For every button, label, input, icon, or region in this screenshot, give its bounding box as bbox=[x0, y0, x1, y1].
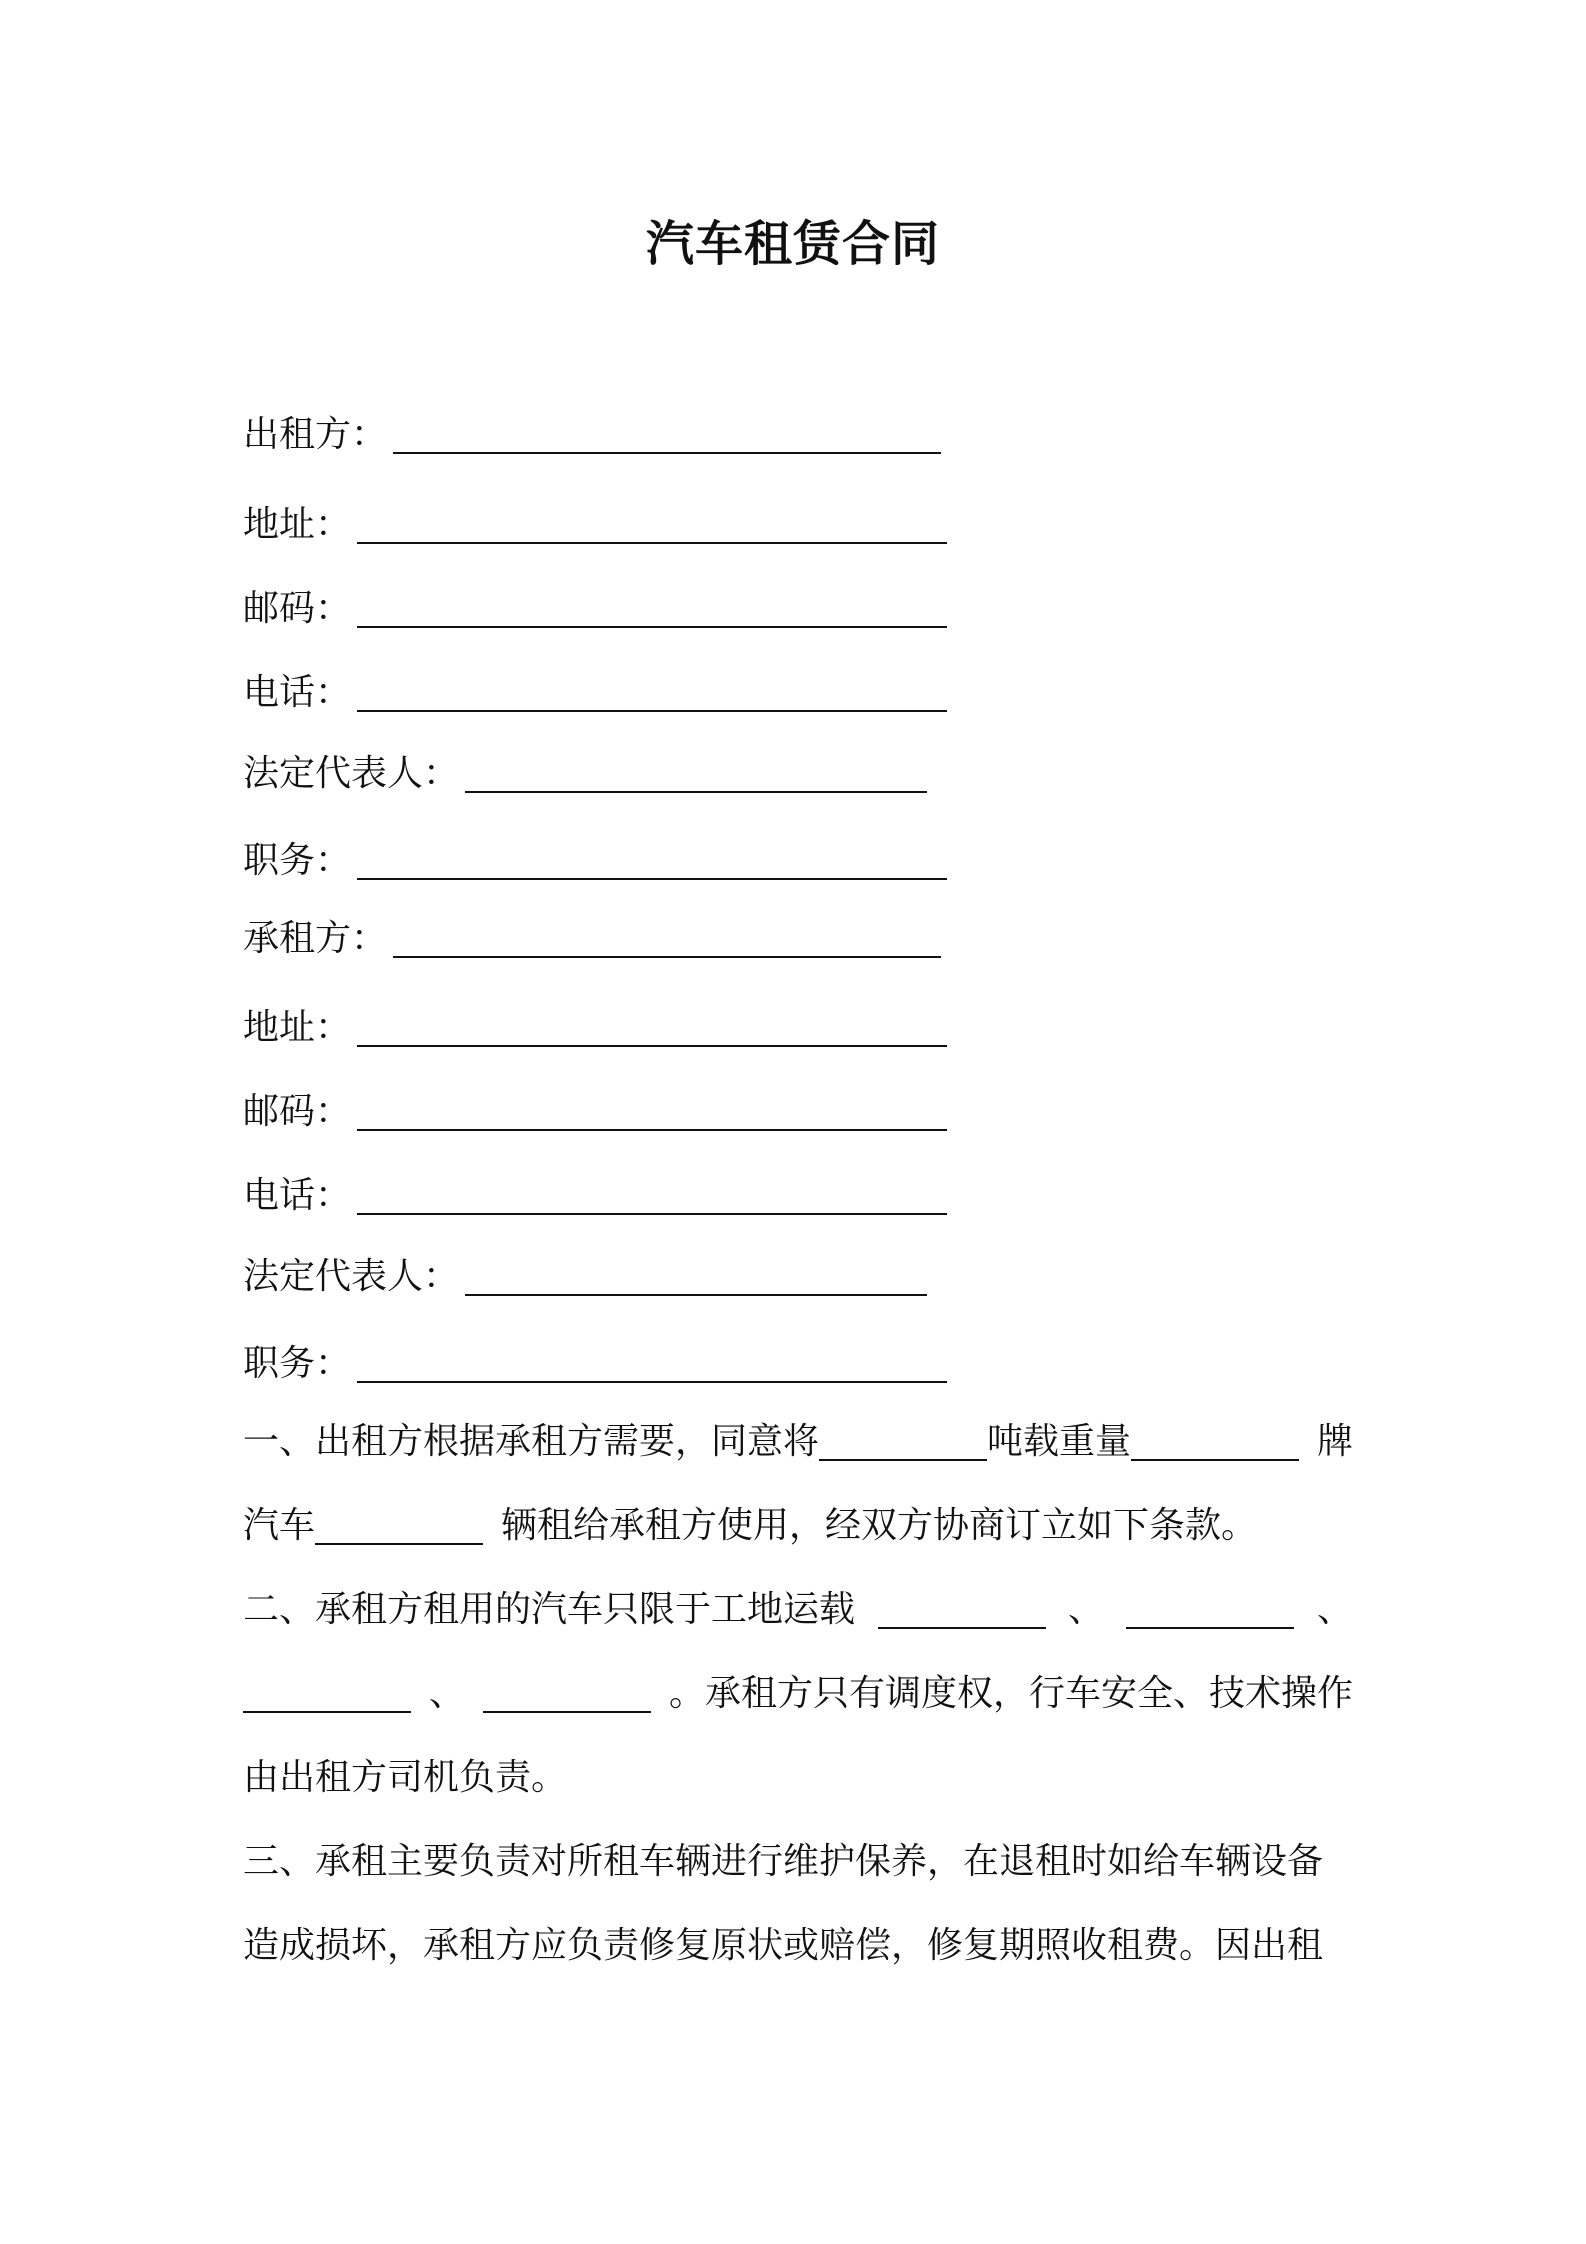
lessor-address-blank[interactable] bbox=[357, 506, 947, 544]
clause1-line2-inner bbox=[243, 1501, 1353, 1551]
clause2-sep-3: 、 bbox=[428, 1673, 465, 1714]
clause2-sep-1: 、 bbox=[1067, 1589, 1104, 1630]
lessee-legal-rep-label: 法定代表人： bbox=[243, 1256, 460, 1297]
lessee-legal-rep-field bbox=[243, 1252, 927, 1302]
clause1-text-a: 一、出租方根据承租方需要，同意将 bbox=[243, 1421, 820, 1462]
lessee-phone-field bbox=[243, 1171, 947, 1221]
clause1-line1-left bbox=[243, 1417, 1299, 1467]
clause2-site-blank-2[interactable] bbox=[1126, 1591, 1294, 1629]
clause2-sep-2: 、 bbox=[1316, 1589, 1353, 1630]
clause1-text-b: 吨载重量 bbox=[987, 1421, 1132, 1462]
clause2-site-blank-1[interactable] bbox=[878, 1591, 1046, 1629]
lessee-address-blank[interactable] bbox=[357, 1009, 947, 1047]
lessor-party-label: 出租方： bbox=[243, 414, 388, 455]
lessor-legal-rep-label: 法定代表人： bbox=[243, 753, 460, 794]
lessee-party-label: 承租方： bbox=[243, 918, 388, 959]
lessor-legal-rep-field bbox=[243, 749, 927, 799]
clause2-site-blank-3[interactable] bbox=[243, 1675, 411, 1713]
clause1-text-e: 辆租给承租方使用，经双方协商订立如下条款。 bbox=[501, 1505, 1258, 1546]
clause2-text-c: 由出租方司机负责。 bbox=[243, 1757, 568, 1798]
clause2-site-blank-4[interactable] bbox=[483, 1675, 651, 1713]
lessor-phone-blank[interactable] bbox=[357, 674, 947, 712]
lessee-legal-rep-blank[interactable] bbox=[465, 1258, 927, 1296]
lessor-position-blank[interactable] bbox=[357, 842, 947, 880]
clause3-line1 bbox=[243, 1837, 1353, 1887]
lessor-postcode-label: 邮码： bbox=[243, 588, 352, 629]
lessee-phone-label: 电话： bbox=[243, 1175, 352, 1216]
lessor-postcode-blank[interactable] bbox=[357, 590, 947, 628]
lessor-postcode-field bbox=[243, 584, 947, 634]
lessee-party-blank[interactable] bbox=[393, 920, 941, 958]
clause1-text-c: 牌 bbox=[1316, 1421, 1353, 1462]
clause1-brand-blank[interactable] bbox=[1131, 1423, 1299, 1461]
clause2-line1 bbox=[243, 1585, 1353, 1635]
clause2-line3 bbox=[243, 1753, 1353, 1803]
lessor-address-field bbox=[243, 500, 947, 550]
lessor-address-label: 地址： bbox=[243, 504, 352, 545]
clause1-count-blank[interactable] bbox=[315, 1507, 483, 1545]
lessee-postcode-blank[interactable] bbox=[357, 1093, 947, 1131]
clause2-text-b: 。承租方只有调度权，行车安全、技术操作 bbox=[668, 1673, 1353, 1714]
lessor-legal-rep-blank[interactable] bbox=[465, 755, 927, 793]
lessor-phone-label: 电话： bbox=[243, 672, 352, 713]
clause1-line1 bbox=[243, 1417, 1353, 1467]
lessee-address-label: 地址： bbox=[243, 1007, 352, 1048]
clause1-text-d: 汽车 bbox=[243, 1505, 316, 1546]
lessee-phone-blank[interactable] bbox=[357, 1177, 947, 1215]
lessee-address-field bbox=[243, 1003, 947, 1053]
lessor-position-label: 职务： bbox=[243, 840, 352, 881]
clause2-line2 bbox=[243, 1669, 1353, 1719]
clause2-text-a: 二、承租方租用的汽车只限于工地运载 bbox=[243, 1589, 856, 1630]
lessee-position-field bbox=[243, 1339, 947, 1389]
lessor-position-field bbox=[243, 836, 947, 886]
lessee-party-field bbox=[243, 914, 941, 964]
clause1-line2 bbox=[243, 1501, 1353, 1551]
lessee-position-blank[interactable] bbox=[357, 1345, 947, 1383]
lessee-postcode-label: 邮码： bbox=[243, 1091, 352, 1132]
lessor-phone-field bbox=[243, 668, 947, 718]
lessee-postcode-field bbox=[243, 1087, 947, 1137]
lessor-party-field bbox=[243, 410, 941, 460]
clause3-text-a: 三、承租主要负责对所租车辆进行维护保养，在退租时如给车辆设备 bbox=[243, 1841, 1324, 1882]
lessor-party-blank[interactable] bbox=[393, 416, 941, 454]
clause3-line2 bbox=[243, 1921, 1353, 1971]
document-title: 汽车租赁合同 bbox=[645, 216, 940, 272]
lessee-position-label: 职务： bbox=[243, 1343, 352, 1384]
clause3-text-b: 造成损坏，承租方应负责修复原状或赔偿，修复期照收租费。因出租 bbox=[243, 1925, 1324, 1966]
clause1-tonnage-blank[interactable] bbox=[819, 1423, 987, 1461]
